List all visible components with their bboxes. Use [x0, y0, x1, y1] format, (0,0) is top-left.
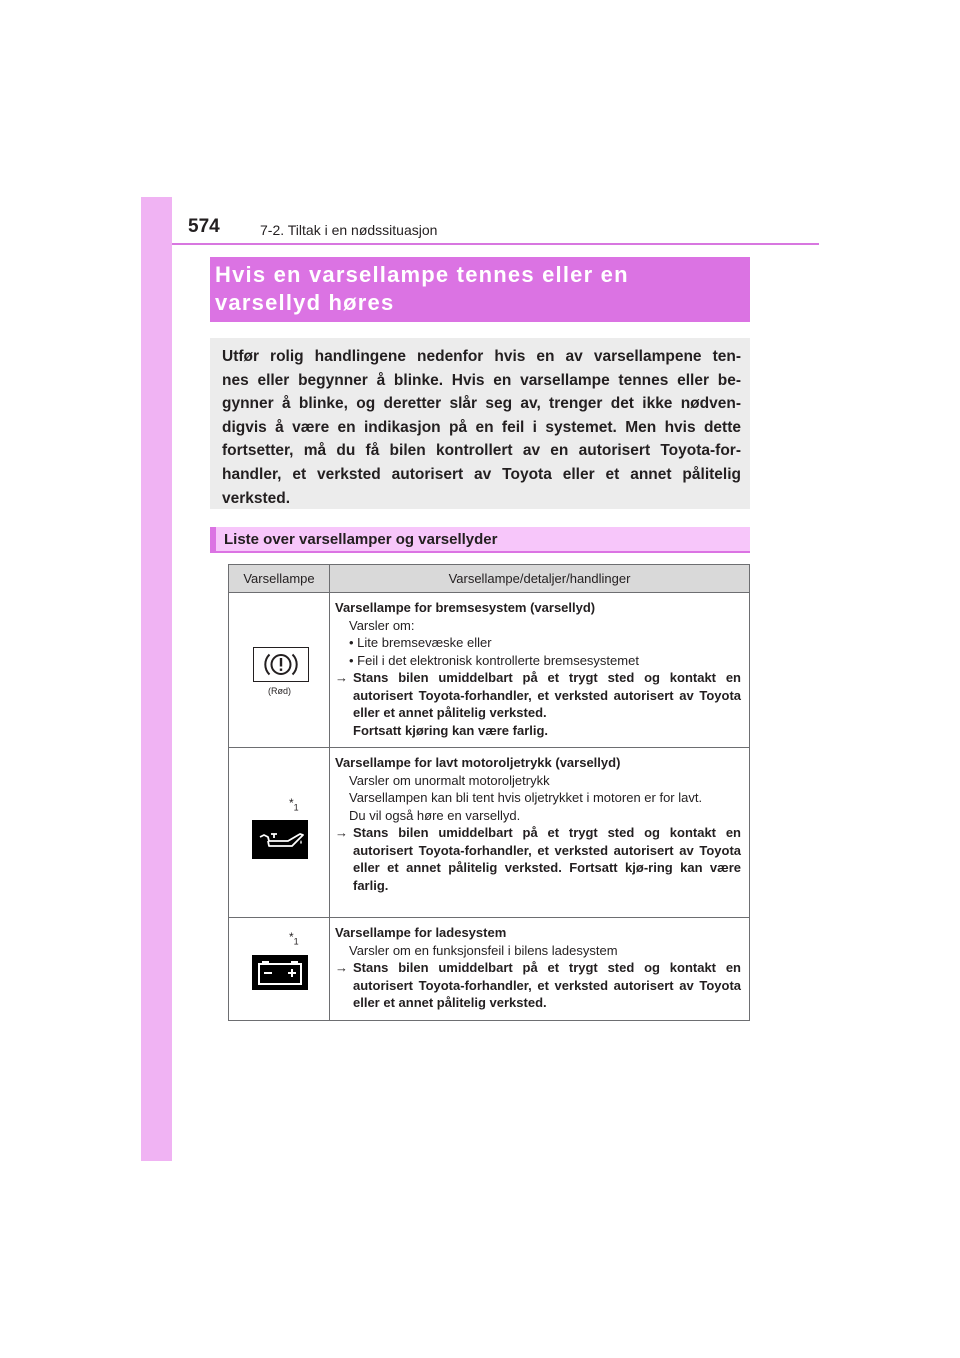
- details-cell: [330, 748, 750, 918]
- action-item: [335, 669, 741, 722]
- warning-title: Varsellampe for lavt motoroljetrykk (varsellyd): [335, 755, 621, 770]
- action-item: [335, 722, 741, 740]
- icon-cell: [229, 748, 330, 918]
- warning-lights-table: [228, 564, 750, 1021]
- oil-pressure-warning-icon: [252, 820, 308, 859]
- intro-line: gynner å blinke, og deretter slår seg av, trenger det ikke nødven-: [222, 395, 741, 413]
- detail-line: Varsler om en funksjonsfeil i bilens ladesystem: [349, 942, 618, 958]
- header-divider: [172, 243, 819, 245]
- column-header-lamp: Varsellampe: [229, 565, 330, 593]
- intro-line: handler, et verksted autorisert av Toyota eller et annet pålitelig: [222, 465, 741, 483]
- intro-line: fortsetter, må du få bilen kontrollert av en autorisert Toyota-for-: [222, 442, 741, 460]
- bullet-text: Feil i det elektronisk kontrollerte bremsesystemet: [357, 652, 639, 668]
- heading-line-1: Hvis en varsellampe tennes eller en: [215, 262, 629, 287]
- table-row: [229, 918, 750, 1021]
- breadcrumb: 7-2. Tiltak i en nødssituasjon: [260, 222, 438, 238]
- action-text: Stans bilen umiddelbart på et trygt sted og kontakt en autorisert Toyota-forhandler, et verksted autorisert av Toyota eller et annet pålitelig verksted.: [353, 960, 741, 1010]
- icon-color-caption: (Rød): [268, 686, 291, 696]
- subsection-heading: Liste over varsellamper og varsellyder: [210, 527, 750, 553]
- intro-line: nes eller begynner å blinke. Hvis en varsellampe tennes eller be-: [222, 371, 741, 389]
- charging-system-warning-icon: [252, 955, 308, 990]
- intro-line: digvis å være en indikasjon på en feil i systemet. Men hvis dette: [222, 418, 741, 436]
- icon-cell: [229, 593, 330, 748]
- table-row: [229, 593, 750, 748]
- action-item: [335, 959, 741, 1012]
- page-number: 574: [188, 216, 220, 237]
- detail-line: Varsellampen kan bli tent hvis oljetrykket i motoren er for lavt.: [349, 790, 703, 805]
- arrow-icon: →: [335, 825, 348, 840]
- table-row: [229, 748, 750, 918]
- intro-box: [210, 338, 750, 509]
- footnote-marker: $*_1$: [289, 930, 299, 947]
- action-text-2: Fortsatt kjøring kan være farlig.: [353, 722, 549, 738]
- detail-line: Varsler om:: [349, 617, 415, 633]
- detail-line: Varsler om unormalt motoroljetrykk: [349, 772, 550, 788]
- intro-line: Utfør rolig handlingene nedenfor hvis en av varsellampene ten-: [222, 348, 741, 365]
- action-text: Stans bilen umiddelbart på et trygt sted og kontakt en autorisert Toyota-forhandler, et verksted autorisert av Toyota eller et annet pålitelig verksted.: [353, 670, 741, 720]
- detail-line: Du vil også høre en varsellyd.: [349, 807, 521, 823]
- intro-line: verksted.: [222, 489, 291, 507]
- footnote-marker: $*_1$: [289, 796, 299, 813]
- bullet-text: Lite bremsevæske eller: [357, 635, 492, 650]
- side-tab-bar: [141, 197, 172, 1161]
- details-cell: [330, 918, 750, 1021]
- arrow-icon: →: [335, 670, 348, 685]
- table-header-row: [229, 565, 750, 593]
- bullet-item: • Lite bremsevæske eller: [349, 635, 492, 650]
- bullet-item: • Feil i det elektronisk kontrollerte bremsesystemet: [349, 652, 639, 668]
- arrow-icon: →: [335, 960, 348, 975]
- section-heading: [210, 257, 750, 322]
- brake-system-warning-icon: [253, 647, 309, 682]
- details-cell: [330, 593, 750, 748]
- action-text: Stans bilen umiddelbart på et trygt sted og kontakt en autorisert Toyota-forhandler, et verksted autorisert av Toyota eller et annet pålitelig verksted. Fortsatt kjø-ring kan være farlig.: [353, 825, 741, 893]
- column-header-details: Varsellampe/detaljer/handlinger: [330, 565, 750, 593]
- warning-title: Varsellampe for ladesystem: [335, 925, 507, 940]
- action-item: [335, 824, 741, 894]
- icon-cell: [229, 918, 330, 1021]
- warning-title: Varsellampe for bremsesystem (varsellyd): [335, 600, 596, 615]
- heading-line-2: varsellyd høres: [215, 290, 395, 315]
